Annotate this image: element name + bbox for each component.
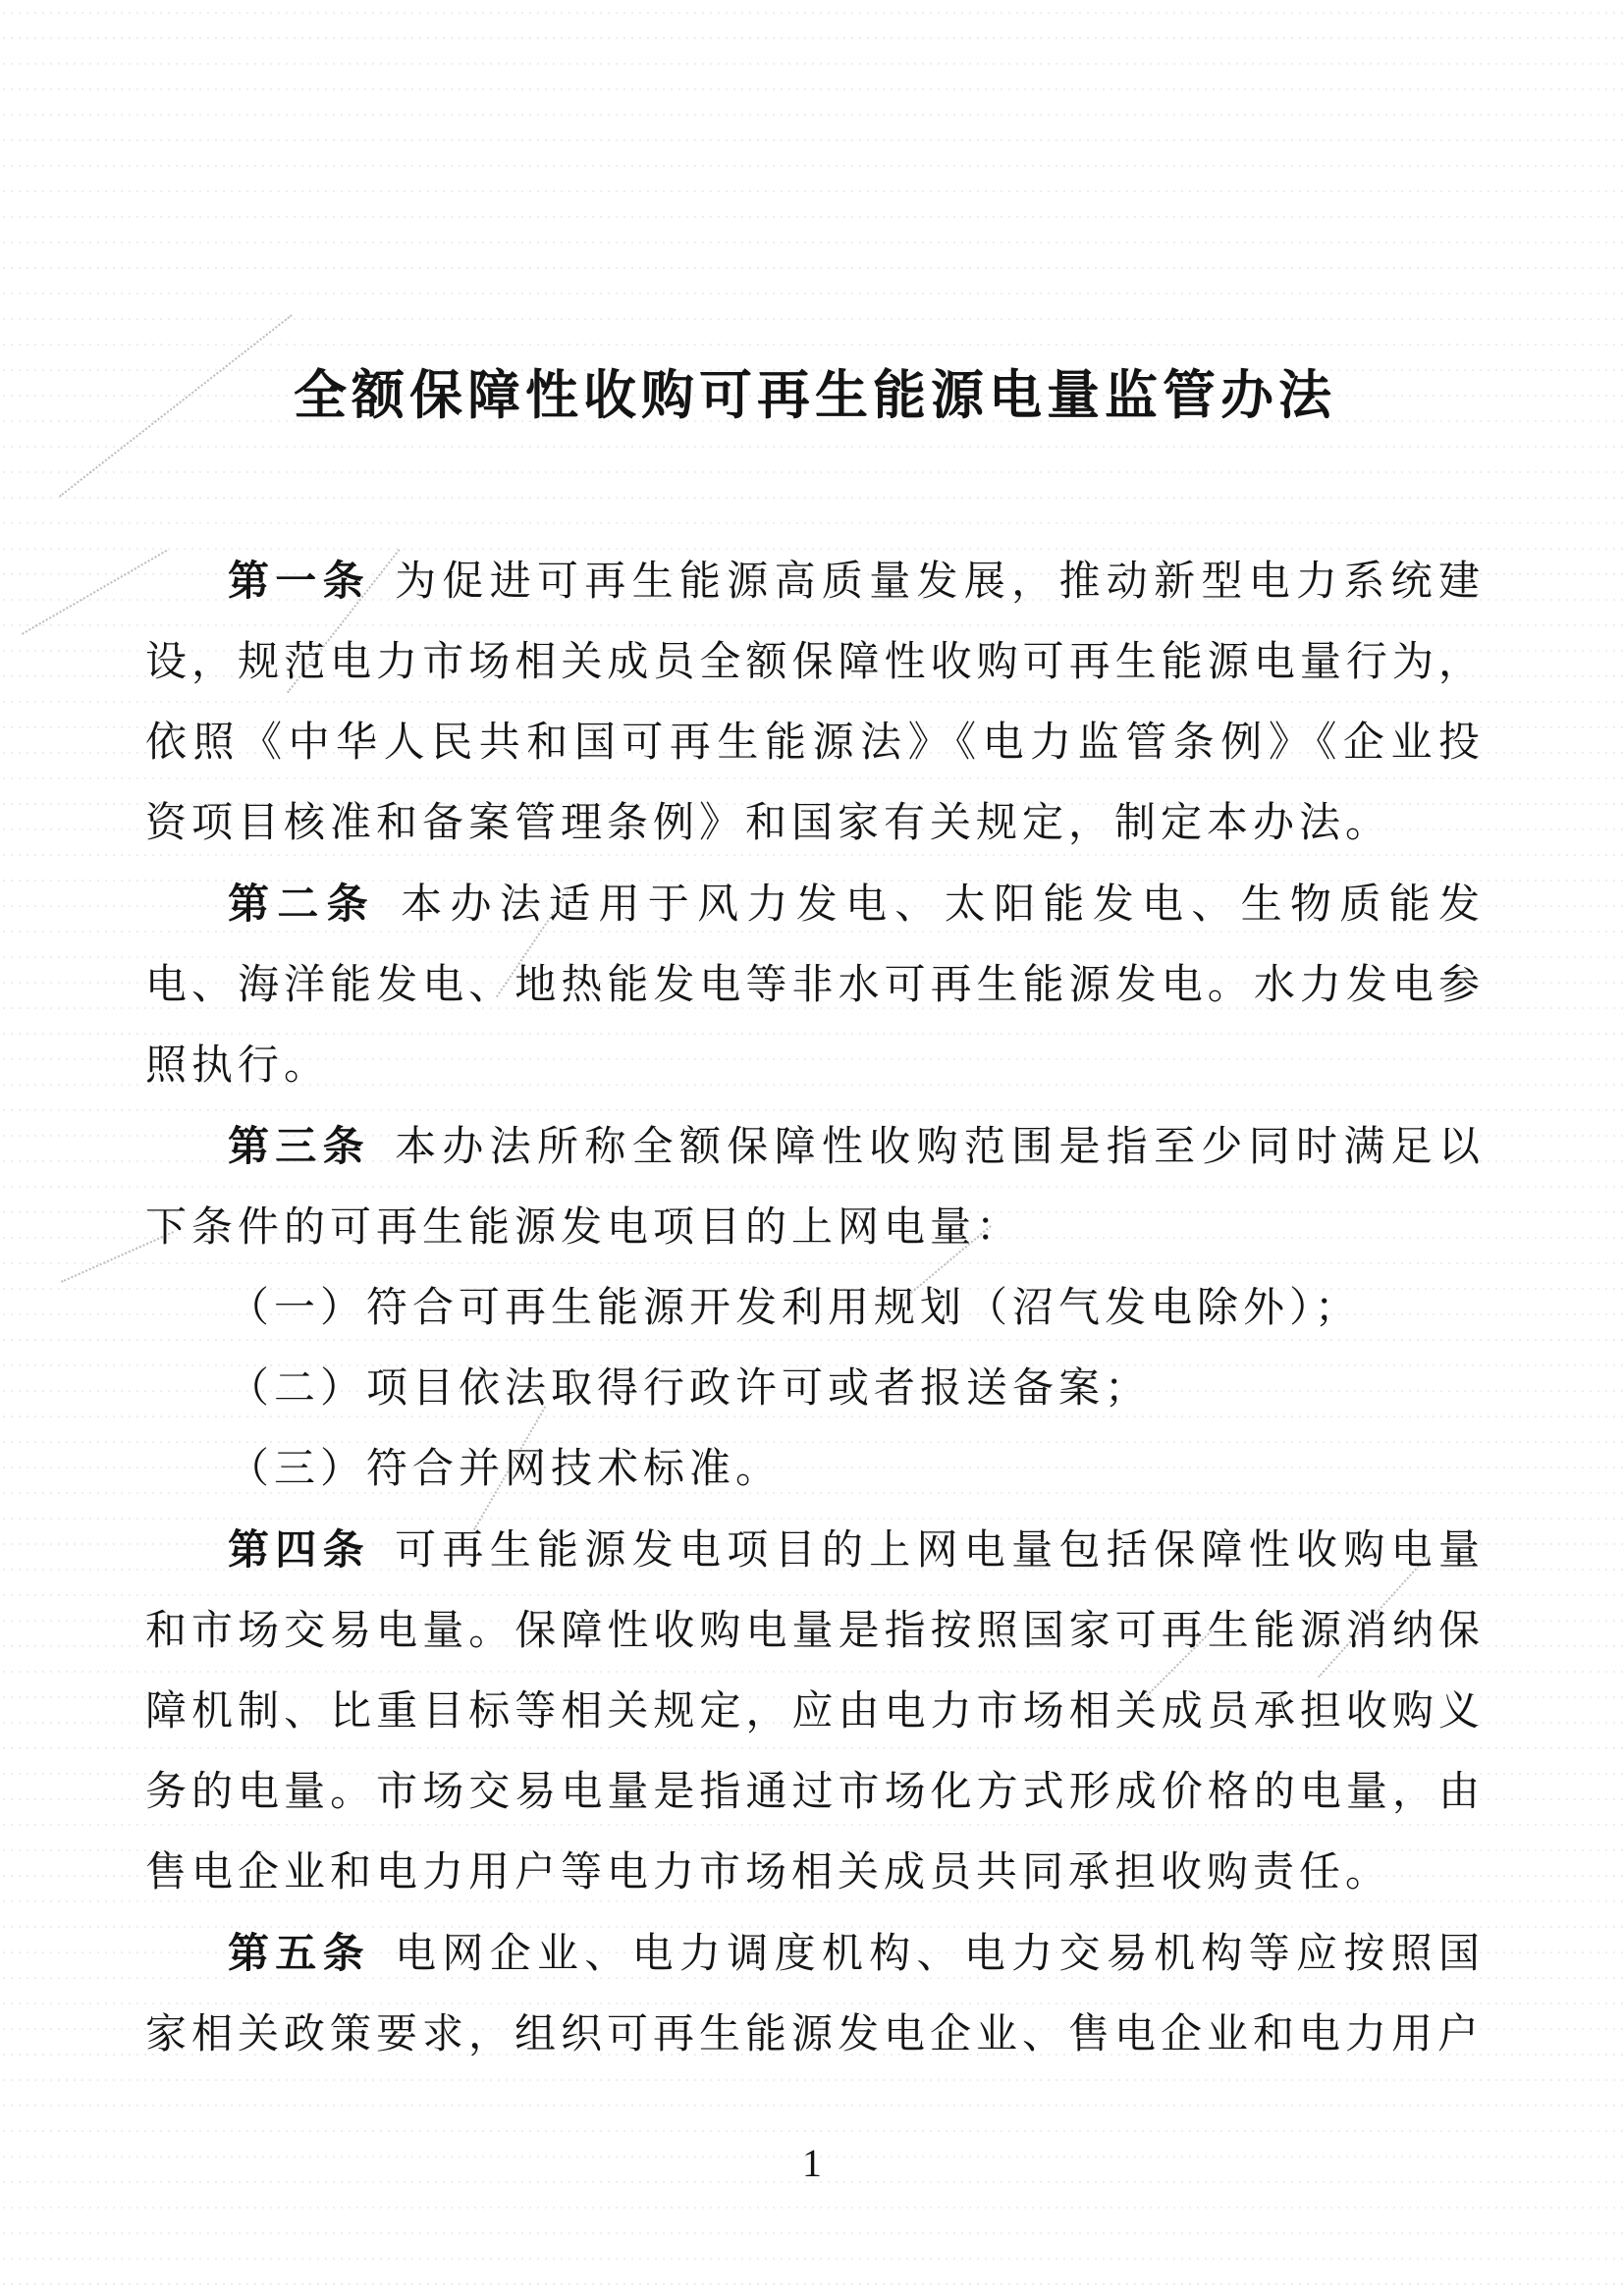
paragraph (145, 1913, 1485, 2075)
paragraph (145, 864, 1485, 1106)
paragraph-text: 为促进可再生能源高质量发展，推动新型电力系统建设，规范电力市场相关成员全额保障性收购可再生能源电量行为，依照《中华人民共和国可再生能源法》《电力监管条例》《企业投资项目核准和备案管理条例》和国家有关规定，制定本办法。 (145, 560, 1485, 846)
paragraph (145, 541, 1485, 864)
document-title: 全额保障性收购可再生能源电量监管办法 (294, 366, 1336, 425)
paragraph (145, 1510, 1485, 1913)
paragraph-text: 本办法适用于风力发电、太阳能发电、生物质能发电、海洋能发电、地热能发电等非水可再生能源发电。水力发电参照执行。 (145, 882, 1485, 1089)
article-label: 第一条 (228, 558, 370, 604)
article-label: 第二条 (228, 881, 376, 927)
paragraph-text: （二）项目依法取得行政许可或者报送备案； (228, 1366, 1152, 1412)
paragraph-text: 可再生能源发电项目的上网电量包括保障性收购电量和市场交易电量。保障性收购电量是指按照国家可再生能源消纳保障机制、比重目标等相关规定，应由电力市场相关成员承担收购义务的电量。市场交易电量是指通过市场化方式形成价格的电量，由售电企业和电力用户等电力市场相关成员共同承担收购责任。 (145, 1528, 1485, 1896)
article-label: 第五条 (228, 1930, 370, 1976)
paragraph-text: （一）符合可再生能源开发利用规划（沼气发电除外）； (228, 1286, 1362, 1331)
paragraph (145, 1268, 1485, 1349)
page-number: 1 (802, 2141, 822, 2185)
article-label: 第三条 (228, 1123, 370, 1169)
paragraph (145, 1106, 1485, 1268)
paragraph-text: 本办法所称全额保障性收购范围是指至少同时满足以下条件的可再生能源发电项目的上网电量： (145, 1125, 1485, 1251)
document-body (145, 541, 1485, 2075)
paragraph (145, 1429, 1485, 1510)
paragraph (145, 1349, 1485, 1429)
article-label: 第四条 (228, 1526, 370, 1573)
paragraph-text: （三）符合并网技术标准。 (228, 1447, 783, 1492)
paragraph-text: 电网企业、电力调度机构、电力交易机构等应按照国家相关政策要求，组织可再生能源发电企业、售电企业和电力用户 (145, 1932, 1485, 2057)
